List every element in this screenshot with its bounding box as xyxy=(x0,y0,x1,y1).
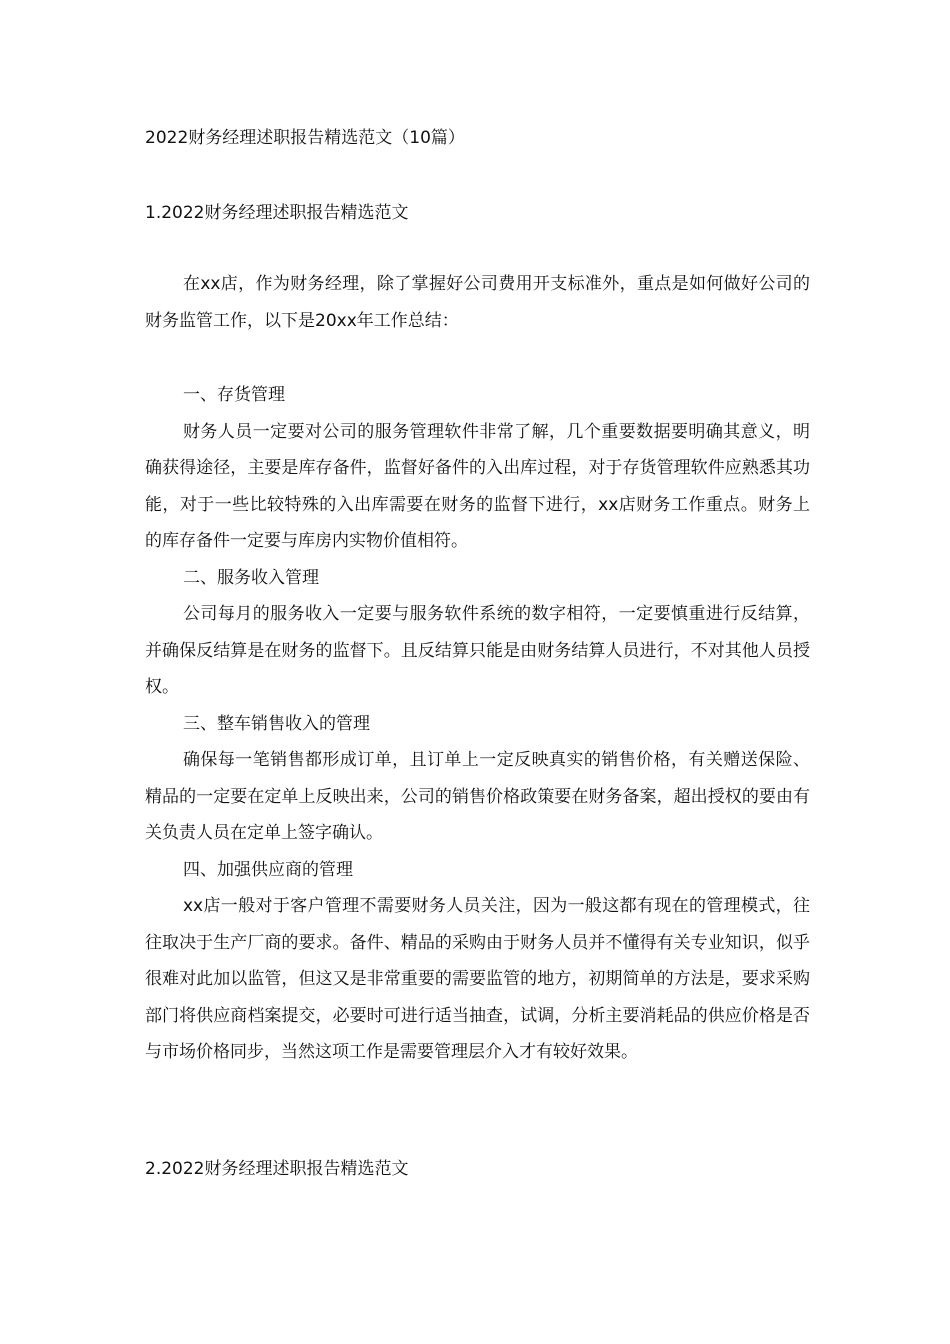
subsection-heading-inventory: 一、存货管理 xyxy=(183,385,285,405)
subsection-body-supplier-management: xx店一般对于客户管理不需要财务人员关注，因为一般这都有现在的管理模式，往往取决于生产厂商的要求。备件、精品的采购由于财务人员并不懂得有关专业知识，似乎很难对此加以监管，但这又是非常重要的需要监管的地方，初期简单的方法是，要求采购部门将供应商档案提交，必要时可进行适当抽查，试调，分析主要消耗品的供应价格是否与市场价格同步，当然这项工作是需要管理层介入才有较好效果。 xyxy=(145,896,810,1062)
section-heading-1: 1.2022财务经理述职报告精选范文 xyxy=(145,203,409,223)
subsection-heading-supplier-management: 四、加强供应商的管理 xyxy=(183,859,353,880)
document-title: 2022财务经理述职报告精选范文（10篇） xyxy=(145,128,465,148)
subsection-list xyxy=(145,377,810,1071)
subsection-body-service-revenue: 公司每月的服务收入一定要与服务软件系统的数字相符，一定要慎重进行反结算，并确保反结算是在财务的监督下。且反结算只能是由财务结算人员进行，不对其他人员授权。 xyxy=(145,604,810,697)
intro-paragraph: 在xx店，作为财务经理，除了掌握好公司费用开支标准外，重点是如何做好公司的财务监管工作，以下是20xx年工作总结： xyxy=(145,274,810,331)
subsection-heading-vehicle-sales: 三、整车销售收入的管理 xyxy=(183,713,370,734)
section-heading-2: 2.2022财务经理述职报告精选范文 xyxy=(145,1159,409,1179)
subsection-body-inventory: 财务人员一定要对公司的服务管理软件非常了解，几个重要数据要明确其意义，明确获得途径，主要是库存备件，监督好备件的入出库过程，对于存货管理软件应熟悉其功能，对于一些比较特殊的入出库需要在财务的监督下进行，xx店财务工作重点。财务上的库存备件一定要与库房内实物价值相符。 xyxy=(145,421,810,551)
subsection-heading-service-revenue: 二、服务收入管理 xyxy=(183,567,319,588)
subsection-body-vehicle-sales: 确保每一笔销售都形成订单，且订单上一定反映真实的销售价格，有关赠送保险、精品的一定要在定单上反映出来，公司的销售价格政策要在财务备案，超出授权的要由有关负责人员在定单上签字确认。 xyxy=(145,750,810,843)
